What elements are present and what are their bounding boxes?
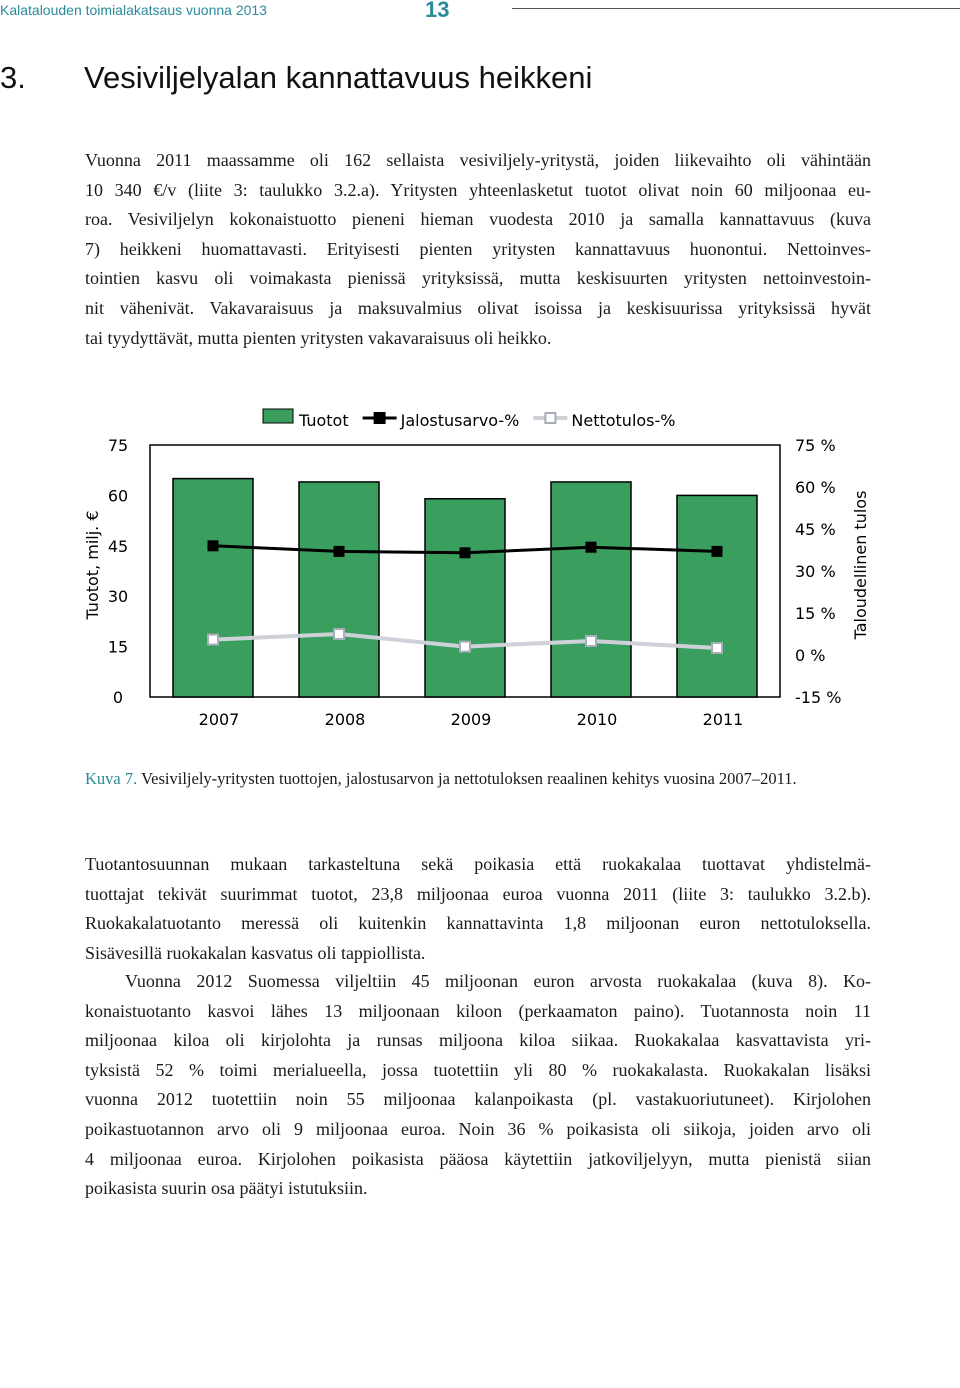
y-axis-label: Tuotot, milj. € [83,510,102,620]
y-tick-label: 60 [107,486,129,506]
left-axis [108,436,128,707]
paragraph-line: miljoonaa kiloa oli kirjolohta ja runsas miljoona kiloa siikaa. Ruokakalaa kasvattavista yri- [85,1030,871,1051]
section-title: Vesiviljelyalan kannattavuus heikkeni [84,60,593,95]
marker-nettotulos [208,635,218,645]
paragraph-line: Tuotantosuunnan mukaan tarkasteltuna sekä poikasia että ruokakalaa tuottavat yhdistelmä- [85,854,871,874]
x-tick-label: 2008 [324,710,366,729]
y2-tick-label: 30 % [795,562,836,581]
x-tick-label: 2009 [450,710,492,729]
marker-nettotulos [712,643,722,653]
marker-jalostusarvo [334,546,344,556]
legend-swatch [263,409,293,423]
paragraph-line: roa. Vesiviljelyn kokonaistuotto pieneni hieman vuodesta 2010 ja samalla kannattavuus (kuva [85,209,871,230]
paragraph-line: konaistuotanto kasvoi lähes 13 miljoonaan kiloon (perkaamaton paino). Tuotannosta noin 11 [85,1000,871,1021]
x-tick-label: 2011 [702,710,744,729]
paragraph-line: Ruokakalatuotanto meressä oli kuitenkin kannattavinta 1,8 miljoonan euron nettotuloksella. [85,913,871,934]
legend-item [363,411,520,430]
y2-tick-label: 75 % [795,436,836,455]
bar-tuotot-2009 [425,499,505,697]
paragraph-line: tyksistä 52 % toimi merialueella, jossa tuotettiin yli 80 % ruokakalasta. Ruokakalan lisäksi [85,1059,871,1080]
marker-jalostusarvo [712,546,722,556]
marker-nettotulos [460,642,470,652]
bar-tuotot-2008 [299,482,379,697]
paragraph-line: 7) heikkeni huomattavasti. Erityisesti pienten yritysten kannattavuus huonontui. Nettoinves- [85,238,871,259]
x-tick-label: 2007 [198,710,240,729]
bar-tuotot-2010 [551,482,631,697]
bar-tuotot-2007 [173,479,253,697]
paragraph-1 [85,146,871,353]
y2-axis-label: Taloudellinen tulos [851,490,870,640]
y2-tick-label: 15 % [795,604,836,623]
y2-tick-label: 60 % [795,478,836,497]
marker-jalostusarvo [460,548,470,558]
marker-nettotulos [334,629,344,639]
right-axis [795,436,841,707]
running-header: Kalatalouden toimialakatsaus vuonna 2013 [0,2,267,18]
page-number: 13 [425,0,450,22]
bar-tuotot-2011 [677,495,757,697]
legend-label: Jalostusarvo-% [400,411,520,430]
marker-jalostusarvo [208,541,218,551]
legend-label: Tuotot [299,411,349,430]
header-rule [512,8,960,9]
y-tick-label: 0 [112,688,124,707]
paragraph-line: tai tyydyttävät, mutta pienten yritysten vakavaraisuus oli heikko. [85,327,552,348]
y-tick-label: 15 [107,637,129,657]
caption-label: Kuva 7. [85,769,138,788]
figure-caption [85,766,875,792]
y2-tick-label: 0 % [795,646,826,665]
x-axis-labels [199,710,744,729]
legend-item [533,411,675,430]
paragraph-2 [85,850,871,968]
y-tick-label: 75 [107,436,129,455]
marker-jalostusarvo [586,542,596,552]
y-tick-label: 30 [107,587,129,607]
paragraph-line: tointien kasvu oli voimakasta pienissä yrityksissä, mutta keskisuurten yritysten nettoinvestoin- [85,268,871,289]
section-number: 3. [0,60,26,95]
chart-figure-7 [0,395,960,740]
y2-tick-label: 45 % [795,520,836,539]
paragraph-line: Vuonna 2012 Suomessa viljeltiin 45 miljoonan euron arvosta ruokakalaa (kuva 8). Ko- [125,971,871,991]
paragraph-3 [85,967,871,1204]
paragraph-line: 10 340 €/v (liite 3: taulukko 3.2.a). Yritysten yhteenlasketut tuotot olivat noin 60 miljoonaa eu- [85,179,871,200]
paragraph-line: nit vähenivät. Vakavaraisuus ja maksuvalmius olivat isoissa ja keskisuurissa yrityksissä hyvät [85,297,871,318]
legend-label: Nettotulos-% [571,411,676,430]
paragraph-line: 4 miljoonaa euroa. Kirjolohen poikasista pääosa käytettiin jatkoviljelyyn, mutta pienistä siian [85,1148,871,1169]
paragraph-line: poikastuotannon arvo oli 9 miljoonaa euroa. Noin 36 % poikasista oli siikoja, joiden arvo oli [85,1118,871,1139]
section-heading [0,60,592,96]
paragraph-line: Vuonna 2011 maassamme oli 162 sellaista vesiviljely-yritystä, joiden liikevaihto oli vähintään [85,150,871,170]
paragraph-line: vuonna 2012 tuotettiin noin 55 miljoonaa kalanpoikasta (pl. vastakuoriutuneet). Kirjolohen [85,1089,871,1110]
paragraph-line: Sisävesillä ruokakalan kasvatus oli tappiollista. [85,942,426,963]
paragraph-line: tuottajat tekivät suurimmat tuotot, 23,8 miljoonaa euroa vuonna 2011 (liite 3: taulukko 3.2.b). [85,883,871,904]
bar-series-tuotot [173,479,757,697]
x-tick-label: 2010 [576,710,618,729]
chart-legend [263,409,675,430]
marker-nettotulos [586,636,596,646]
y-tick-label: 45 [107,536,129,556]
paragraph-line: poikasista suurin osa päätyi istutuksiin. [85,1178,368,1199]
legend-marker [375,413,385,423]
y2-tick-label: -15 % [795,688,842,707]
caption-text: Vesiviljely-yritysten tuottojen, jalostusarvon ja nettotuloksen reaalinen kehitys vuosina 2007–2011. [141,769,797,788]
legend-item [263,409,349,430]
legend-marker [545,413,555,423]
